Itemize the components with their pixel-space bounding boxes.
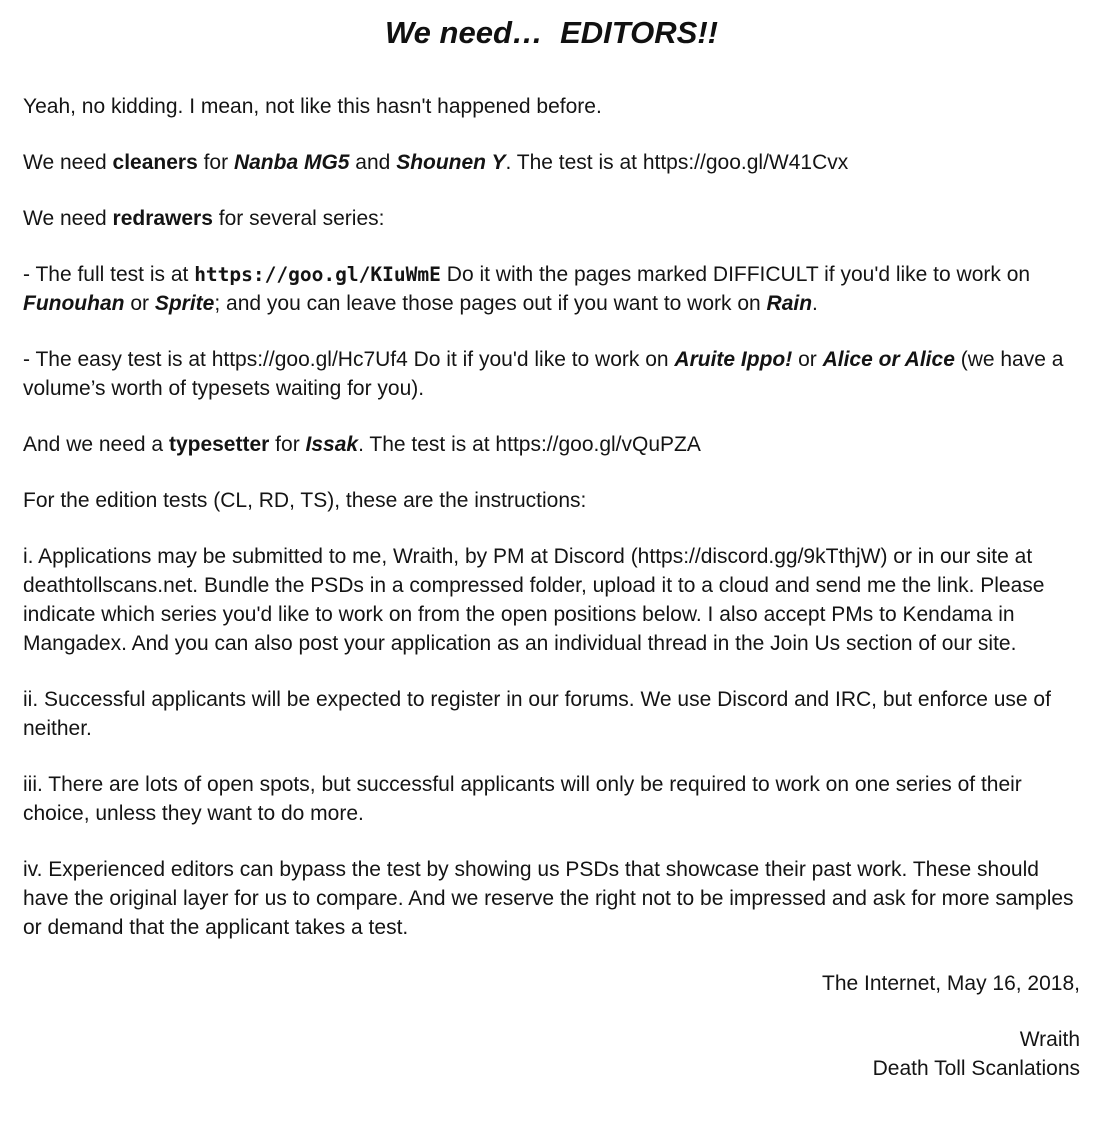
text-run: for several series: bbox=[212, 207, 385, 230]
text-run: Do it with the pages marked DIFFICULT if you'd like to work on bbox=[440, 263, 1031, 286]
series-title-text: Shounen Y bbox=[396, 151, 506, 174]
text-run: iv. Experienced editors can bypass the test by showing us PSDs that showcase their past work. These should have the original layer for us to compare. And we reserve the right not to be impressed and ask for more samples or demand that the applicant takes a test. bbox=[23, 858, 1074, 939]
series-title-text: Rain bbox=[766, 292, 813, 315]
signature-group-name bbox=[23, 1054, 1080, 1083]
text-run: or bbox=[792, 348, 823, 371]
text-run: ; and you can leave those pages out if you want to work on bbox=[214, 292, 767, 315]
text-run: Wraith bbox=[1019, 1028, 1080, 1051]
text-run: The Internet, May 16, 2018, bbox=[822, 972, 1080, 995]
text-run: Death Toll Scanlations bbox=[872, 1057, 1080, 1080]
paragraph-instruction-i bbox=[23, 542, 1080, 658]
text-run: For the edition tests (CL, RD, TS), these are the instructions: bbox=[23, 489, 587, 512]
page-title: We need… EDITORS!! bbox=[384, 15, 718, 50]
paragraph-instruction-iv bbox=[23, 855, 1080, 942]
paragraph-instructions-heading bbox=[23, 486, 1080, 515]
role-emphasis-text: typesetter bbox=[168, 433, 270, 456]
paragraph-instruction-iii bbox=[23, 770, 1080, 828]
paragraph-typesetter-needed bbox=[23, 430, 1080, 459]
paragraph-easy-test bbox=[23, 345, 1080, 403]
paragraph-intro bbox=[23, 92, 1080, 121]
text-run: for bbox=[197, 151, 234, 174]
text-run: iii. There are lots of open spots, but successful applicants will only be required to work on one series of their choice, unless they want to do more. bbox=[23, 773, 1022, 825]
text-run: i. Applications may be submitted to me, Wraith, by PM at Discord (https://discord.gg/9kTthjW) or in our site at deathtollscans.net. Bundle the PSDs in a compressed folder, upload it to a cloud and send me the link. Please indicate which series you'd like to work on from the open positions below. I also accept PMs to Kendama in Mangadex. And you can also post your application as an individual thread in the Join Us section of our site. bbox=[23, 545, 1045, 655]
series-title-text: Funouhan bbox=[23, 292, 125, 315]
series-title-text: Aruite Ippo! bbox=[674, 348, 793, 371]
text-run: - The easy test is at https://goo.gl/Hc7Uf4 Do it if you'd like to work on bbox=[23, 348, 675, 371]
paragraph-full-test bbox=[23, 260, 1080, 318]
text-run: for bbox=[269, 433, 306, 456]
text-run: . The test is at https://goo.gl/W41Cvx bbox=[505, 151, 849, 174]
text-run: ii. Successful applicants will be expected to register in our forums. We use Discord and IRC, but enforce use of neither. bbox=[23, 688, 1051, 740]
paragraph-instruction-ii bbox=[23, 685, 1080, 743]
text-run: and bbox=[349, 151, 397, 174]
text-run: We need bbox=[23, 151, 113, 174]
series-title-text: Nanba MG5 bbox=[233, 151, 350, 174]
dateline bbox=[23, 969, 1080, 998]
series-title-text: Alice or Alice bbox=[822, 348, 955, 371]
text-run: . bbox=[812, 292, 818, 315]
series-title-text: Issak bbox=[305, 433, 359, 456]
role-emphasis-text: redrawers bbox=[112, 207, 213, 230]
text-run: And we need a bbox=[23, 433, 169, 456]
text-run: Yeah, no kidding. I mean, not like this hasn't happened before. bbox=[23, 95, 602, 118]
paragraph-redrawers-needed bbox=[23, 204, 1080, 233]
series-title-text: Sprite bbox=[154, 292, 215, 315]
mono-url-text: https://goo.gl/KIuWmE bbox=[194, 263, 441, 286]
paragraph-cleaners-needed bbox=[23, 148, 1080, 177]
text-run: - The full test is at bbox=[23, 263, 195, 286]
role-emphasis-text: cleaners bbox=[112, 151, 198, 174]
text-run: (we have a volume’s worth of typesets waiting for you). bbox=[23, 348, 1064, 400]
text-run: We need bbox=[23, 207, 113, 230]
signature-name bbox=[23, 1025, 1080, 1054]
text-run: . The test is at https://goo.gl/vQuPZA bbox=[358, 433, 701, 456]
text-run: or bbox=[124, 292, 155, 315]
